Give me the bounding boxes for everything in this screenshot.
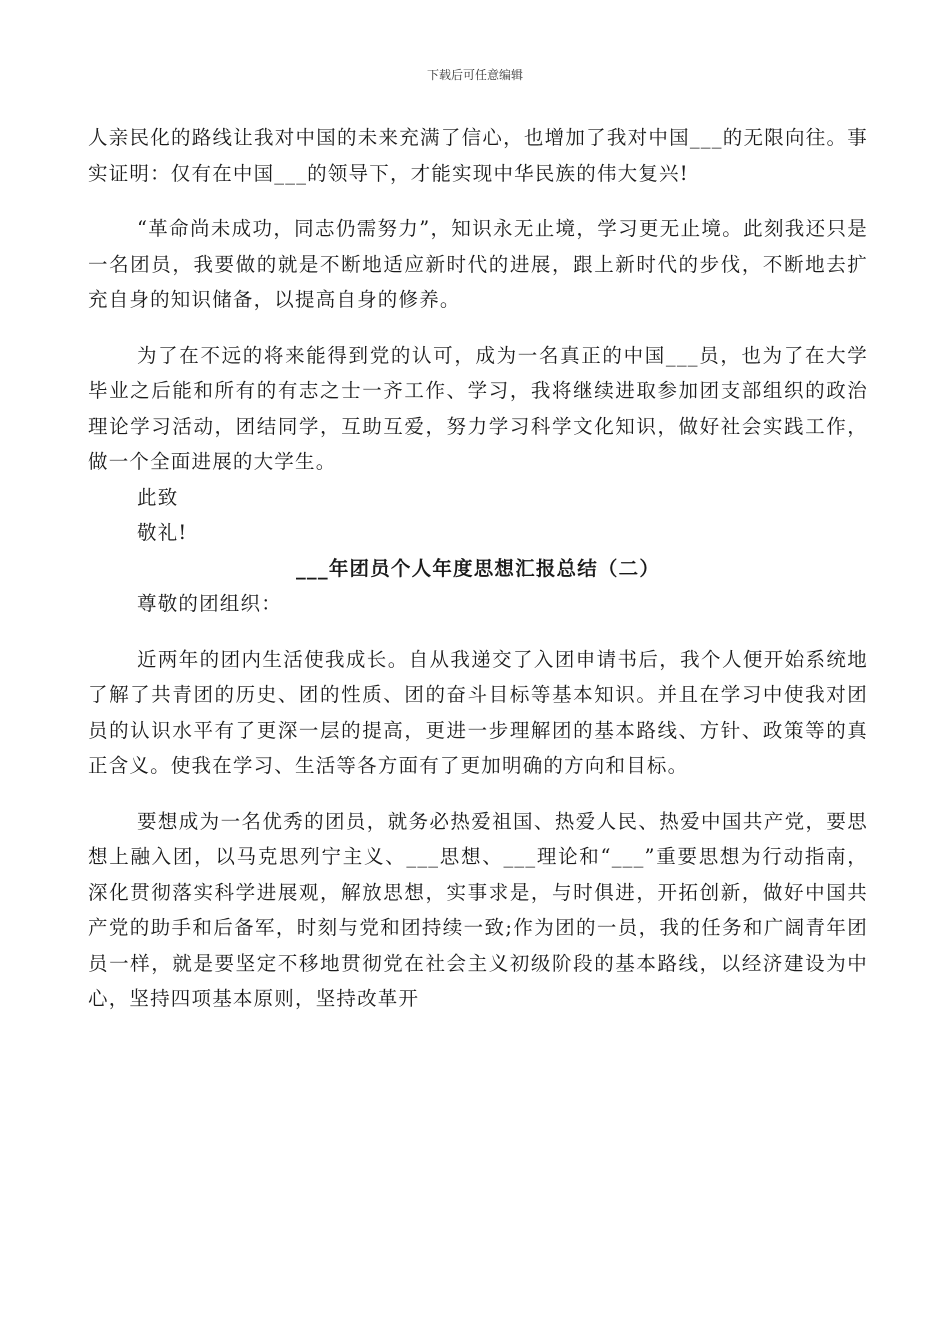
section-title: ___年团员个人年度思想汇报总结（二）: [295, 556, 661, 580]
closing-cizhi: 此致: [137, 485, 179, 509]
document-body: [88, 120, 868, 1017]
paragraph-2: “革命尚未成功，同志仍需努力”，知识永无止境，学习更无止境。此刻我还只是一名团员，我要做的就是不断地适应新时代的进展，跟上新时代的步伐，不断地去扩充自身的知识储备，以提高自身的修养。: [88, 217, 868, 311]
paragraph-4: 近两年的团内生活使我成长。自从我递交了入团申请书后，我个人便开始系统地了解了共青团的历史、团的性质、团的奋斗目标等基本知识。并且在学习中使我对团员的认识水平有了更深一层的提高，更进一步理解团的基本路线、方针、政策等的真正含义。使我在学习、生活等各方面有了更加明确的方向和目标。: [88, 647, 868, 777]
closing-jingli: 敬礼!: [137, 521, 188, 544]
salutation: 尊敬的团组织：: [137, 592, 282, 615]
paragraph-5: 要想成为一名优秀的团员，就务必热爱祖国、热爱人民、热爱中国共产党，要思想上融入团，以马克思列宁主义、___思想、___理论和“___”重要思想为行动指南，深化贯彻落实科学进展观，解放思想，实事求是，与时俱进，开拓创新，做好中国共产党的助手和后备军，时刻与党和团持续一致;作为团的一员，我的任务和广阔青年团员一样，就是要坚定不移地贯彻党在社会主义初级阶段的基本路线，以经济建设为中心，坚持四项基本原则，坚持改革开: [88, 809, 868, 1010]
download-note: 下载后可任意编辑: [426, 68, 523, 82]
paragraph-1: 人亲民化的路线让我对中国的未来充满了信心，也增加了我对中国___的无限向往。事实证明：仅有在中国___的领导下，才能实现中华民族的伟大复兴!: [88, 126, 868, 185]
paragraph-3: 为了在不远的将来能得到党的认可，成为一名真正的中国___员，也为了在大学毕业之后能和所有的有志之士一齐工作、学习，我将继续进取参加团支部组织的政治理论学习活动，团结同学，互助互爱，努力学习科学文化知识，做好社会实践工作，做一个全面进展的大学生。: [88, 343, 868, 473]
